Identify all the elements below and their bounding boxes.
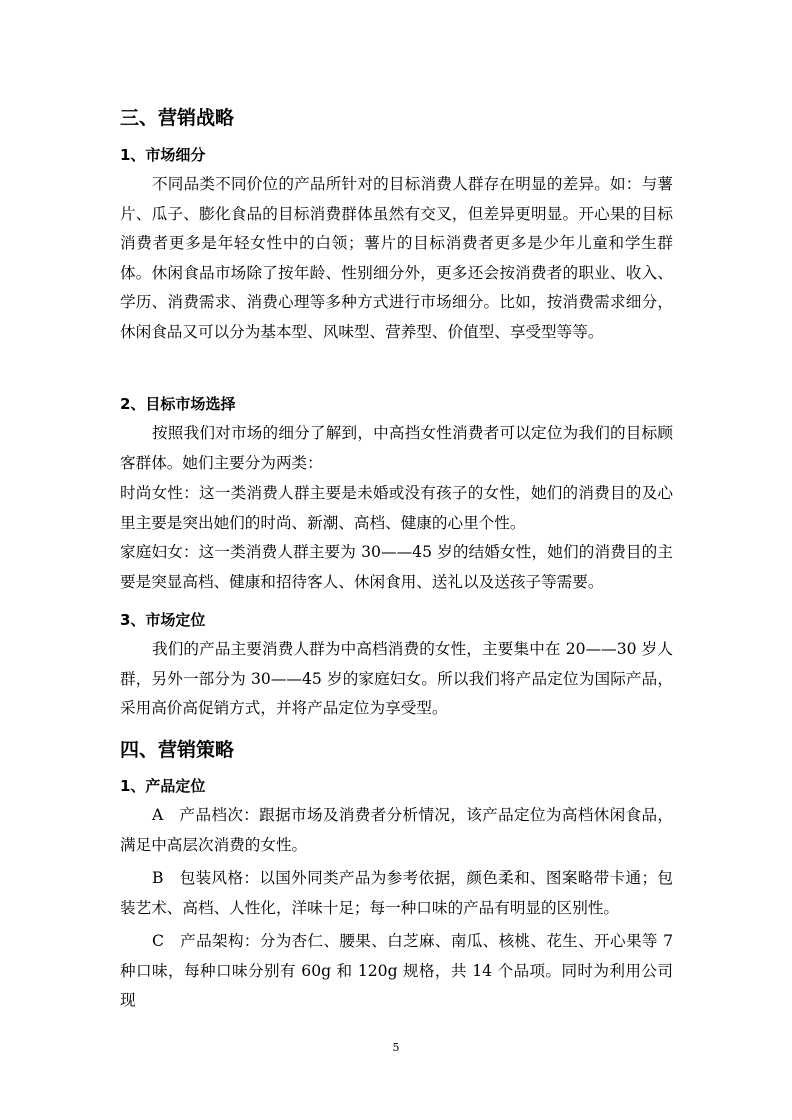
subheading-product-positioning: 1、产品定位 [120,777,206,795]
subheading-market-positioning: 3、市场定位 [120,611,206,629]
paragraph-housewives: 家庭妇女：这一类消费人群主要为 30——45 岁的结婚女性，她们的消费目的主要是突显高档、健康和招待客人、休闲食用、送礼以及送孩子等需要。 [120,543,673,591]
paragraph-item-a-product-grade: A 产品档次：跟据市场及消费者分析情况，该产品定位为高档休闲食品，满足中高层次消费的女性。 [120,806,673,854]
paragraph-fashion-women: 时尚女性：这一类消费人群主要是未婚或没有孩子的女性，她们的消费目的及心里主要是突出她们的时尚、新潮、高档、健康的心里个性。 [120,484,673,532]
paragraph-item-c-product-structure: C 产品架构：分为杏仁、腰果、白芝麻、南瓜、核桃、花生、开心果等 7 种口味，每种口味分别有 60g 和 120g 规格，共 14 个品项。同时为利用公司现 [120,932,673,1010]
paragraph-market-positioning: 我们的产品主要消费人群为中高档消费的女性，主要集中在 20——30 岁人群，另外一部分为 30——45 岁的家庭妇女。所以我们将产品定位为国际产品，采用高价高促销方式，并将产品定位为享受型。 [120,640,673,718]
paragraph-item-b-packaging-style: B 包装风格：以国外同类产品为参考依据，颜色柔和、图案略带卡通；包装艺术、高档、人性化，洋味十足；每一种口味的产品有明显的区别性。 [120,869,673,917]
section-heading-marketing-tactics: 四、营销策略 [120,739,235,761]
page-number: 5 [392,1041,400,1054]
paragraph-target-market: 按照我们对市场的细分了解到，中高挡女性消费者可以定位为我们的目标顾客群体。她们主要分为两类： [120,424,673,472]
paragraph-market-segmentation: 不同品类不同价位的产品所针对的目标消费人群存在明显的差异。如：与薯片、瓜子、膨化食品的目标消费群体虽然有交叉，但差异更明显。开心果的目标消费者更多是年轻女性中的白领；薯片的目标消费者更多是少年儿童和学生群体。休闲食品市场除了按年龄、性别细分外，更多还会按消费者的职业、收入、学历、消费需求、消费心理等多种方式进行市场细分。比如，按消费需求细分，休闲食品又可以分为基本型、风味型、营养型、价值型、享受型等等。 [120,175,673,341]
section-heading-marketing-strategy: 三、营销战略 [120,107,235,129]
subheading-target-market: 2、目标市场选择 [120,395,236,413]
subheading-market-segmentation: 1、市场细分 [120,146,206,164]
